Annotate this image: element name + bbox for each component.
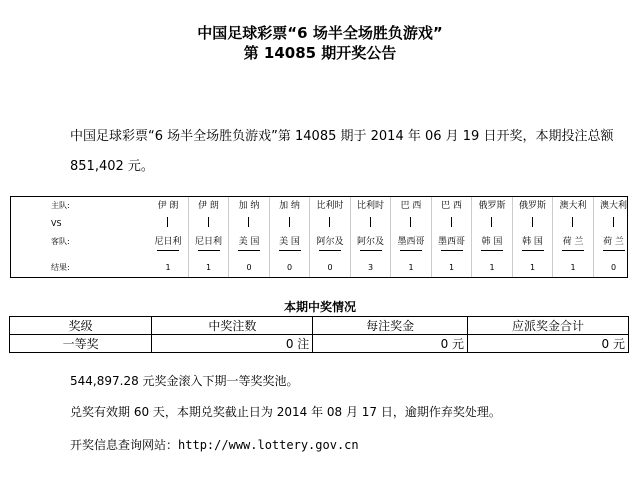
col-count: 中奖注数 <box>152 317 313 335</box>
match-result: 1 <box>529 263 536 272</box>
away-underline <box>481 250 503 251</box>
query-note <box>70 437 359 453</box>
away-underline <box>441 250 463 251</box>
away-team: 美 国 <box>279 237 300 247</box>
prize-heading: 本期中奖情况 <box>283 300 356 314</box>
match-result: 1 <box>408 263 414 272</box>
query-label: 开奖信息查询网站： <box>70 438 179 452</box>
home-team: 俄罗斯 <box>518 201 546 211</box>
vs-divider <box>248 217 249 227</box>
home-team: 加 纳 <box>238 201 260 211</box>
match-column <box>594 197 634 277</box>
col-level: 奖级 <box>10 317 152 335</box>
prize-table <box>9 316 629 353</box>
away-underline <box>157 250 179 251</box>
column-divider <box>269 197 270 277</box>
vs-divider <box>410 217 411 227</box>
home-team: 俄罗斯 <box>478 201 506 211</box>
away-team: 美 国 <box>238 237 260 247</box>
away-underline <box>400 250 422 251</box>
vs-divider <box>329 217 330 227</box>
col-per-bet: 每注奖金 <box>313 317 468 335</box>
column-divider <box>188 197 189 277</box>
match-column <box>432 197 472 277</box>
column-divider <box>309 197 310 277</box>
announcement-title: 中国足球彩票“6 场半全场胜负游戏” <box>197 24 443 42</box>
away-team: 尼日利 <box>154 237 182 247</box>
home-team: 澳大利 <box>599 201 627 211</box>
match-result: 1 <box>165 263 171 272</box>
match-result: 1 <box>489 263 495 272</box>
column-divider <box>431 197 432 277</box>
away-team: 荷 兰 <box>603 237 624 247</box>
match-result: 1 <box>205 263 212 272</box>
match-result: 1 <box>448 263 455 272</box>
away-team: 阿尔及 <box>316 237 344 247</box>
match-column <box>270 197 310 277</box>
vs-divider <box>532 217 533 227</box>
prize-level: 一等奖 <box>10 335 152 353</box>
table-row <box>10 335 629 353</box>
away-team: 荷 兰 <box>562 237 584 247</box>
announcement-subtitle: 第 14085 期开奖公告 <box>243 44 397 62</box>
match-column <box>553 197 593 277</box>
away-label: 客队: <box>51 237 70 246</box>
home-team: 加 纳 <box>279 201 300 211</box>
away-team: 墨西哥 <box>437 237 465 247</box>
prize-total: 0 元 <box>468 335 629 353</box>
vs-divider <box>613 217 614 227</box>
vs-divider <box>451 217 452 227</box>
col-total: 应派奖金合计 <box>468 317 629 335</box>
away-team: 韩 国 <box>481 237 503 247</box>
vs-divider <box>491 217 492 227</box>
column-divider <box>512 197 513 277</box>
home-team: 比利时 <box>356 201 384 211</box>
away-underline <box>238 250 260 251</box>
match-column <box>391 197 431 277</box>
match-column <box>310 197 350 277</box>
home-team: 巴 西 <box>441 201 462 211</box>
prize-count: 0 注 <box>152 335 313 353</box>
prize-per-bet: 0 元 <box>313 335 468 353</box>
column-divider <box>552 197 553 277</box>
away-underline <box>562 250 584 251</box>
column-divider <box>350 197 351 277</box>
away-team: 阿尔及 <box>356 237 384 247</box>
match-column <box>472 197 512 277</box>
intro-paragraph: 中国足球彩票“6 场半全场胜负游戏”第 14085 期于 2014 年 06 月 19 日开奖，本期投注总额 851,402 元。 <box>70 129 614 174</box>
vs-divider <box>572 217 573 227</box>
column-divider <box>390 197 391 277</box>
match-column <box>513 197 553 277</box>
home-team: 伊 朗 <box>157 201 179 211</box>
away-underline <box>319 250 341 251</box>
vs-divider <box>370 217 371 227</box>
match-column <box>229 197 269 277</box>
home-team: 伊 朗 <box>198 201 219 211</box>
match-result: 0 <box>246 263 252 272</box>
column-divider <box>593 197 594 277</box>
vs-divider <box>167 217 168 227</box>
away-underline <box>279 250 301 251</box>
match-column <box>148 197 188 277</box>
match-column <box>189 197 229 277</box>
match-column <box>351 197 391 277</box>
rollover-note: 544,897.28 元奖金滚入下期一等奖奖池。 <box>70 374 299 388</box>
home-team: 比利时 <box>316 201 344 211</box>
prize-header-row <box>10 317 629 335</box>
result-label: 结果: <box>51 263 70 272</box>
validity-note: 兑奖有效期 60 天，本期兑奖截止日为 2014 年 08 月 17 日，逾期作弃奖处理。 <box>70 405 501 419</box>
column-divider <box>228 197 229 277</box>
away-underline <box>522 250 544 251</box>
home-team: 巴 西 <box>400 201 422 211</box>
query-link[interactable]: http://www.lottery.gov.cn <box>178 438 359 452</box>
match-result: 0 <box>327 263 333 272</box>
away-team: 尼日利 <box>194 237 222 247</box>
home-label: 主队: <box>51 201 70 210</box>
vs-divider <box>289 217 290 227</box>
away-underline <box>603 250 625 251</box>
away-team: 墨西哥 <box>397 237 425 247</box>
home-team: 澳大利 <box>559 201 587 211</box>
away-underline <box>360 250 382 251</box>
vs-divider <box>208 217 209 227</box>
match-result: 0 <box>610 263 617 272</box>
column-divider <box>471 197 472 277</box>
vs-label: VS <box>51 219 62 228</box>
match-result: 0 <box>286 263 293 272</box>
match-result: 3 <box>367 263 374 272</box>
match-table <box>10 196 628 278</box>
away-team: 韩 国 <box>522 237 543 247</box>
away-underline <box>198 250 220 251</box>
match-result: 1 <box>570 263 576 272</box>
